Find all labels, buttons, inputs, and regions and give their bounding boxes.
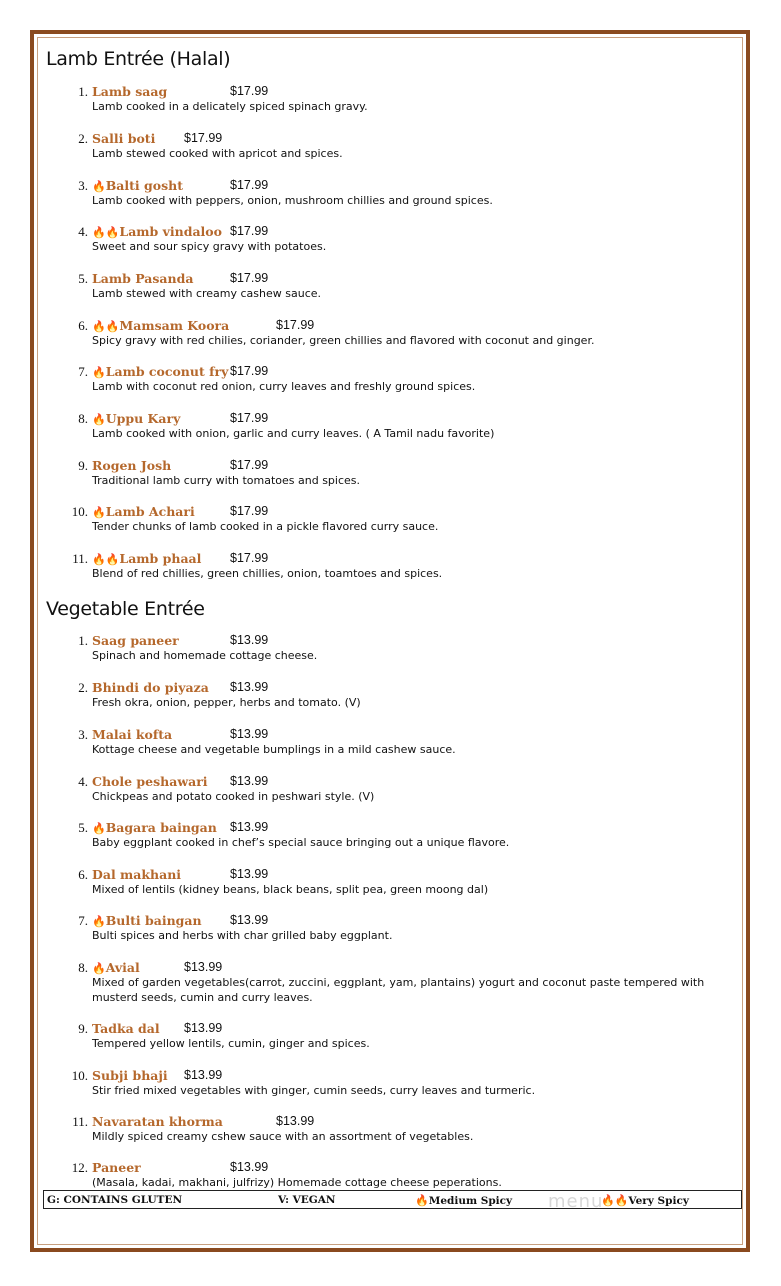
item-description: Tender chunks of lamb cooked in a pickle flavored curry sauce. — [92, 520, 439, 533]
menu-item — [0, 178, 781, 218]
menu-item — [0, 867, 781, 907]
flame-icon: 🔥 — [92, 506, 106, 519]
item-number: 4. — [78, 224, 88, 239]
item-name-wrap — [92, 1021, 160, 1036]
item-description: Lamb stewed with creamy cashew sauce. — [92, 287, 322, 300]
item-price: $17.99 — [230, 364, 269, 378]
item-number: 1. — [78, 84, 88, 99]
flame-icon: 🔥🔥 — [92, 226, 120, 239]
item-name-wrap — [92, 271, 193, 286]
item-name: Rogen Josh — [92, 458, 172, 473]
section-title-lamb: Lamb Entrée (Halal) — [46, 48, 231, 70]
item-name-wrap — [92, 1160, 141, 1175]
item-price: $13.99 — [184, 960, 223, 974]
menu-item — [0, 727, 781, 767]
item-number: 9. — [78, 1021, 88, 1036]
menu-item — [0, 680, 781, 720]
item-price: $17.99 — [230, 84, 269, 98]
item-name-wrap — [92, 178, 183, 193]
item-name: Bulti baingan — [105, 913, 202, 928]
item-number: 8. — [78, 411, 88, 426]
item-price: $17.99 — [230, 504, 269, 518]
item-number: 2. — [78, 680, 88, 695]
item-number: 8. — [78, 960, 88, 975]
item-name: Avial — [105, 960, 140, 975]
item-number: 12. — [71, 1160, 88, 1175]
item-description: Bulti spices and herbs with char grilled baby eggplant. — [92, 929, 393, 942]
item-number: 10. — [71, 504, 88, 519]
item-description: Baby eggplant cooked in chef’s special sauce bringing out a unique flavore. — [92, 836, 510, 849]
flame-icon: 🔥 — [92, 962, 106, 975]
item-name: Bagara baingan — [105, 820, 217, 835]
item-description: Lamb stewed cooked with apricot and spices. — [92, 147, 343, 160]
item-name: Lamb coconut fry — [105, 364, 229, 379]
item-price: $13.99 — [230, 820, 269, 834]
item-number: 5. — [78, 271, 88, 286]
item-name-wrap — [92, 820, 217, 835]
item-name: Salli boti — [92, 131, 156, 146]
menu-item — [0, 84, 781, 124]
menu-item — [0, 1021, 781, 1061]
item-number: 2. — [78, 131, 88, 146]
item-price: $13.99 — [230, 680, 269, 694]
menu-item — [0, 913, 781, 953]
item-description: Mixed of garden vegetables(carrot, zuccini, eggplant, yam, plantains) yogurt and coconut paste tempered with musterd seeds, cumin and curry leaves. — [92, 976, 705, 1004]
item-name: Uppu Kary — [105, 411, 181, 426]
item-description: Chickpeas and potato cooked in peshwari style. (V) — [92, 790, 375, 803]
item-description: Kottage cheese and vegetable bumplings in a mild cashew sauce. — [92, 743, 456, 756]
menu-item — [0, 633, 781, 673]
item-name-wrap — [92, 318, 229, 333]
item-name-wrap — [92, 1114, 223, 1129]
menu-item — [0, 1068, 781, 1108]
item-name: Lamb vindaloo — [119, 224, 222, 239]
flame-icon: 🔥 — [415, 1194, 429, 1207]
item-name: Lamb saag — [92, 84, 168, 99]
menu-item — [0, 411, 781, 451]
item-price: $13.99 — [184, 1068, 223, 1082]
item-name: Lamb Achari — [105, 504, 195, 519]
flame-icon: 🔥🔥 — [92, 320, 120, 333]
item-price: $17.99 — [184, 131, 223, 145]
item-number: 9. — [78, 458, 88, 473]
flame-icon: 🔥 — [92, 822, 106, 835]
item-number: 11. — [72, 1114, 88, 1129]
item-description: Tempered yellow lentils, cumin, ginger and spices. — [92, 1037, 370, 1050]
item-name-wrap — [92, 960, 140, 975]
legend-vegan: V: VEGAN — [278, 1194, 336, 1206]
item-price: $17.99 — [230, 224, 269, 238]
flame-icon: 🔥 — [92, 180, 106, 193]
item-name-wrap — [92, 727, 172, 742]
item-number: 1. — [78, 633, 88, 648]
item-name: Dal makhani — [92, 867, 182, 882]
item-price: $17.99 — [230, 178, 269, 192]
menu-item — [0, 820, 781, 860]
item-name-wrap — [92, 364, 228, 379]
item-number: 10. — [71, 1068, 88, 1083]
item-name: Lamb Pasanda — [92, 271, 194, 286]
item-number: 6. — [78, 318, 88, 333]
item-name-wrap — [92, 458, 171, 473]
item-number: 3. — [78, 727, 88, 742]
flame-icon: 🔥🔥 — [601, 1194, 629, 1207]
item-number: 3. — [78, 178, 88, 193]
item-name-wrap — [92, 680, 209, 695]
menu-item — [0, 504, 781, 544]
menu-item — [0, 458, 781, 498]
item-description: Lamb cooked with onion, garlic and curry leaves. ( A Tamil nadu favorite) — [92, 427, 495, 440]
legend-medium-spicy: 🔥Medium Spicy — [415, 1194, 513, 1207]
menu-item — [0, 364, 781, 404]
item-description: Lamb with coconut red onion, curry leaves and freshly ground spices. — [92, 380, 476, 393]
item-price: $13.99 — [184, 1021, 223, 1035]
item-name-wrap — [92, 1068, 168, 1083]
menu-item — [0, 271, 781, 311]
item-description: Traditional lamb curry with tomatoes and spices. — [92, 474, 361, 487]
item-name: Malai kofta — [92, 727, 173, 742]
item-name-wrap — [92, 84, 167, 99]
item-description: Sweet and sour spicy gravy with potatoes. — [92, 240, 327, 253]
item-price: $17.99 — [276, 318, 315, 332]
item-name: Tadka dal — [92, 1021, 160, 1036]
flame-icon: 🔥 — [92, 413, 106, 426]
menu-item — [0, 960, 781, 1004]
menu-item — [0, 224, 781, 264]
item-name-wrap — [92, 224, 222, 239]
item-description: Spicy gravy with red chilies, coriander, green chillies and flavored with coconut and ginger. — [92, 334, 595, 347]
item-number: 6. — [78, 867, 88, 882]
item-description: Mildly spiced creamy cshew sauce with an assortment of vegetables. — [92, 1130, 474, 1143]
item-description: Blend of red chillies, green chillies, onion, toamtoes and spices. — [92, 567, 443, 580]
legend-bar — [43, 1190, 742, 1209]
item-name: Saag paneer — [92, 633, 179, 648]
flame-icon: 🔥 — [92, 366, 106, 379]
legend-very-spicy: 🔥🔥Very Spicy — [601, 1194, 689, 1207]
item-price: $13.99 — [230, 1160, 269, 1174]
item-name-wrap — [92, 774, 208, 789]
item-name-wrap — [92, 913, 202, 928]
item-name-wrap — [92, 411, 180, 426]
item-name: Navaratan khorma — [92, 1114, 223, 1129]
flame-icon: 🔥 — [92, 915, 106, 928]
item-price: $17.99 — [230, 551, 269, 565]
item-price: $13.99 — [276, 1114, 315, 1128]
item-name: Paneer — [92, 1160, 141, 1175]
item-price: $13.99 — [230, 727, 269, 741]
item-name-wrap — [92, 867, 181, 882]
item-name-wrap — [92, 551, 201, 566]
item-description: Spinach and homemade cottage cheese. — [92, 649, 318, 662]
item-description: (Masala, kadai, makhani, julfrizy) Homemade cottage cheese peperations. — [92, 1176, 502, 1189]
item-name-wrap — [92, 504, 195, 519]
item-price: $13.99 — [230, 867, 269, 881]
item-name: Chole peshawari — [92, 774, 208, 789]
item-name: Subji bhaji — [92, 1068, 168, 1083]
item-number: 7. — [78, 364, 88, 379]
flame-icon: 🔥🔥 — [92, 553, 120, 566]
watermark-logo: menu — [548, 1191, 604, 1212]
menu-item — [0, 1114, 781, 1154]
item-price: $13.99 — [230, 633, 269, 647]
item-number: 11. — [72, 551, 88, 566]
item-price: $13.99 — [230, 774, 269, 788]
item-name-wrap — [92, 131, 155, 146]
menu-item — [0, 131, 781, 171]
item-description: Lamb cooked with peppers, onion, mushroom chillies and ground spices. — [92, 194, 493, 207]
item-price: $17.99 — [230, 271, 269, 285]
item-price: $13.99 — [230, 913, 269, 927]
item-price: $17.99 — [230, 458, 269, 472]
item-description: Lamb cooked in a delicately spiced spinach gravy. — [92, 100, 368, 113]
item-description: Stir fried mixed vegetables with ginger, cumin seeds, curry leaves and turmeric. — [92, 1084, 536, 1097]
item-name: Bhindi do piyaza — [92, 680, 209, 695]
item-number: 4. — [78, 774, 88, 789]
menu-item — [0, 551, 781, 591]
menu-item — [0, 774, 781, 814]
item-name-wrap — [92, 633, 179, 648]
item-number: 5. — [78, 820, 88, 835]
menu-item — [0, 318, 781, 358]
item-price: $17.99 — [230, 411, 269, 425]
item-name: Lamb phaal — [119, 551, 202, 566]
item-name: Balti gosht — [105, 178, 183, 193]
item-description: Mixed of lentils (kidney beans, black beans, split pea, green moong dal) — [92, 883, 489, 896]
item-number: 7. — [78, 913, 88, 928]
section-title-vegetable: Vegetable Entrée — [46, 598, 205, 620]
item-description: Fresh okra, onion, pepper, herbs and tomato. (V) — [92, 696, 361, 709]
item-name: Mamsam Koora — [119, 318, 230, 333]
legend-gluten: G: CONTAINS GLUTEN — [47, 1194, 183, 1206]
